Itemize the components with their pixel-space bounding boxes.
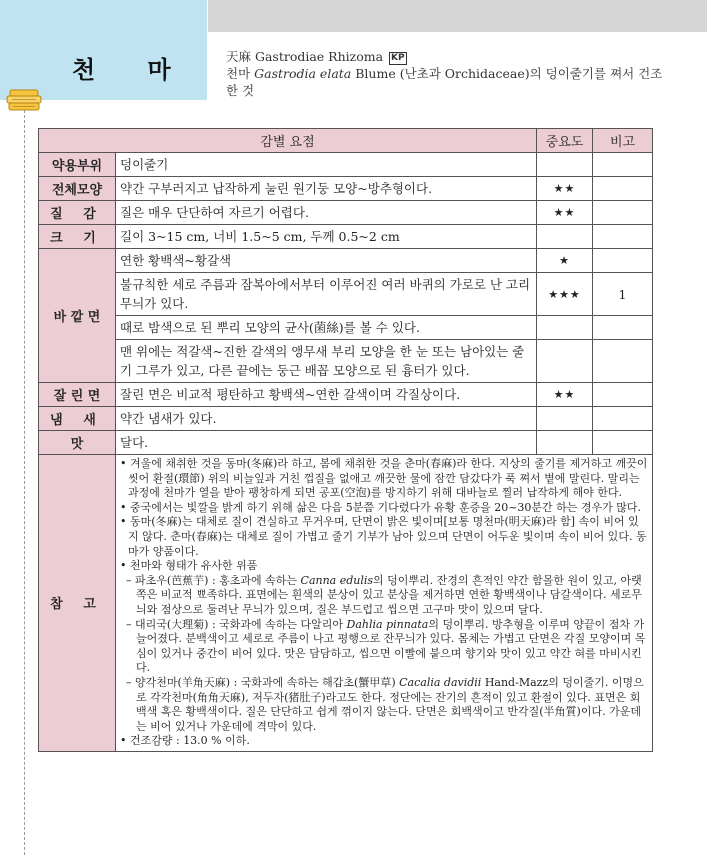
desc-species: Gastrodia elata	[254, 66, 352, 81]
list-item: • 천마와 형태가 유사한 위품	[120, 559, 258, 573]
row-note	[593, 383, 653, 407]
sub-prefix: – 양각천마(羊角天麻) : 국화과에 속하는 해갑초(蟹甲草)	[126, 675, 400, 689]
row-stars: ★★	[537, 383, 593, 407]
row-stars	[537, 431, 593, 455]
row-note	[593, 407, 653, 431]
header-bar	[208, 0, 707, 32]
table-row	[39, 407, 653, 431]
table-row	[39, 201, 653, 225]
sub-prefix: – 파초우(芭蕉芋) : 홍초과에 속하는	[126, 573, 301, 587]
table-row-reference	[39, 455, 653, 752]
table-row	[39, 249, 653, 273]
row-stars: ★★	[537, 177, 593, 201]
row-value: 달다.	[116, 431, 537, 455]
table-row	[39, 225, 653, 249]
row-stars	[537, 153, 593, 177]
row-value: 길이 3~15 cm, 너비 1.5~5 cm, 두께 0.5~2 cm	[116, 225, 537, 249]
row-label: 질 감	[39, 201, 116, 225]
row-note	[593, 340, 653, 383]
row-note	[593, 316, 653, 340]
species-name: Cacalia davidii	[399, 675, 482, 689]
row-label: 크 기	[39, 225, 116, 249]
row-label: 잘 린 면	[39, 383, 116, 407]
row-label: 맛	[39, 431, 116, 455]
row-stars: ★★★	[537, 273, 593, 316]
row-note	[593, 431, 653, 455]
species-name: Canna edulis	[300, 573, 374, 587]
identification-table	[38, 128, 653, 752]
row-label: 냄 새	[39, 407, 116, 431]
list-item	[120, 618, 648, 676]
row-note	[593, 249, 653, 273]
row-label: 바 깥 면	[39, 249, 116, 383]
row-note	[593, 177, 653, 201]
herb-name: 天麻 Gastrodiae Rhizoma	[226, 49, 384, 64]
row-label: 전체모양	[39, 177, 116, 201]
sub-text: Hand-Mazz의 덩이줄기. 이명으로 각각천마(角角天麻), 저두자(猪肚子)라고도 한다. 정단에는 잔기의 흔적이 있고 환절이 있다. 표면은 회백색 혹은 황백색이다. 질은 단단하고 쉽게 꺾이지 않는다. 단면은 회백색이고 반각질(半角質)이다. 가운데는 비어 있거나 가운데에 격막이 있다.	[136, 675, 644, 733]
table-row	[39, 431, 653, 455]
table-row	[39, 273, 653, 316]
header-points: 감별 요점	[39, 129, 537, 153]
list-item	[120, 574, 648, 618]
page-title: 천 마	[72, 56, 193, 84]
sub-prefix: – 대리국(大理菊) : 국화과에 속하는 다알리아	[126, 617, 347, 631]
header-description	[226, 48, 666, 99]
row-value: 질은 매우 단단하여 자르기 어렵다.	[116, 201, 537, 225]
list-item: • 건조감량 : 13.0 % 이하.	[120, 734, 250, 748]
sub-text: 의 덩이뿌리. 잔경의 흔적인 약간 함몰한 원이 있고, 아랫쪽은 비교적 뾰족하다. 표면에는 흰색의 분상이 있고 분상을 제거하면 연한 황백색이나 담갈색이다. 세로무늬와 점상으로 둘려난 무늬가 있으며, 질은 부드럽고 씹으면 고구마 맛이 있으며 달다.	[136, 573, 642, 616]
header-importance: 중요도	[537, 129, 593, 153]
row-value: 불규칙한 세로 주름과 잠복아에서부터 이루어진 여러 바퀴의 가로로 난 고리무늬가 있다.	[116, 273, 537, 316]
header-note: 비고	[593, 129, 653, 153]
row-stars	[537, 316, 593, 340]
list-item: • 중국에서는 빛깔을 밝게 하기 위해 삶은 다음 5분쯤 기다렸다가 유황 훈증을 20~30분간 하는 경우가 많다.	[120, 500, 642, 514]
table-row	[39, 316, 653, 340]
list-item: • 겨울에 채취한 것을 동마(冬麻)라 하고, 봄에 채취한 것을 춘마(春麻)라 한다. 지상의 줄기를 제거하고 깨끗이 씻어 환절(環節) 위의 비늘잎과 거친 껍질을 없애고 깨끗한 물에 잠깐 담갔다가 푹 쪄서 볕에 말린다. 말리는 과정에 천마가 열을 받아 팽창하게 되면 공포(空泡)를 방지하기 위해 대바늘로 찔러 납작하게 해야 한다.	[120, 457, 648, 500]
row-note: 1	[593, 273, 653, 316]
row-value: 맨 위에는 적갈색~진한 갈색의 앵무새 부리 모양을 한 눈 또는 남아있는 줄기 그루가 있고, 다른 끝에는 둥근 배꼽 모양으로 된 흉터가 있다.	[116, 340, 537, 383]
row-note	[593, 201, 653, 225]
table-row	[39, 153, 653, 177]
row-stars	[537, 340, 593, 383]
row-stars	[537, 407, 593, 431]
table-row	[39, 177, 653, 201]
row-value: 잘린 면은 비교적 평탄하고 황백색~연한 갈색이며 각질상이다.	[116, 383, 537, 407]
sub-text: 의 덩이뿌리. 방추형을 이루며 양끝이 점차 가늘어졌다. 분백색이고 세로로 주름이 나고 평행으로 잔무늬가 있다. 몸체는 가볍고 단면은 각질 모양이며 목심이 있거나 중간이 비어 있다. 맛은 담담하고, 씹으면 이빨에 붙으며 향기와 맛이 있고 약간 혀를 마비시킨다.	[136, 617, 646, 675]
row-value: 연한 황백색~황갈색	[116, 249, 537, 273]
margin-line	[24, 110, 25, 855]
row-label: 참 고	[39, 455, 116, 752]
row-value: 때로 밤색으로 된 뿌리 모양의 균사(菌絲)를 볼 수 있다.	[116, 316, 537, 340]
row-value: 약간 구부러지고 납작하게 눌린 원기둥 모양~방추형이다.	[116, 177, 537, 201]
list-item: • 동마(冬麻)는 대체로 질이 견실하고 무거우며, 단면이 밝은 빛이며[보통 명천마(明天麻)라 함] 속이 비어 있지 않다. 춘마(春麻)는 대체로 질이 가볍고 줄기 기부가 남아 있으며 단면이 어두운 빛이며 속이 비어 있다. 동마가 양품이다.	[120, 515, 647, 558]
row-value: 약간 냄새가 있다.	[116, 407, 537, 431]
desc-suffix: Blume (난초과 Orchidaceae)의 덩이줄기를 쪄서 건조한 것	[226, 66, 663, 98]
table-header-row	[39, 129, 653, 153]
row-note	[593, 225, 653, 249]
row-stars	[537, 225, 593, 249]
row-value: 덩이줄기	[116, 153, 537, 177]
row-label: 약용부위	[39, 153, 116, 177]
row-stars: ★★	[537, 201, 593, 225]
table-row	[39, 383, 653, 407]
kp-badge: KP	[391, 53, 405, 63]
desc-prefix: 천마	[226, 66, 255, 81]
species-name: Dahlia pinnata	[346, 617, 429, 631]
list-item	[120, 676, 648, 734]
row-stars: ★	[537, 249, 593, 273]
table-row	[39, 340, 653, 383]
reference-notes	[116, 455, 653, 752]
row-note	[593, 153, 653, 177]
